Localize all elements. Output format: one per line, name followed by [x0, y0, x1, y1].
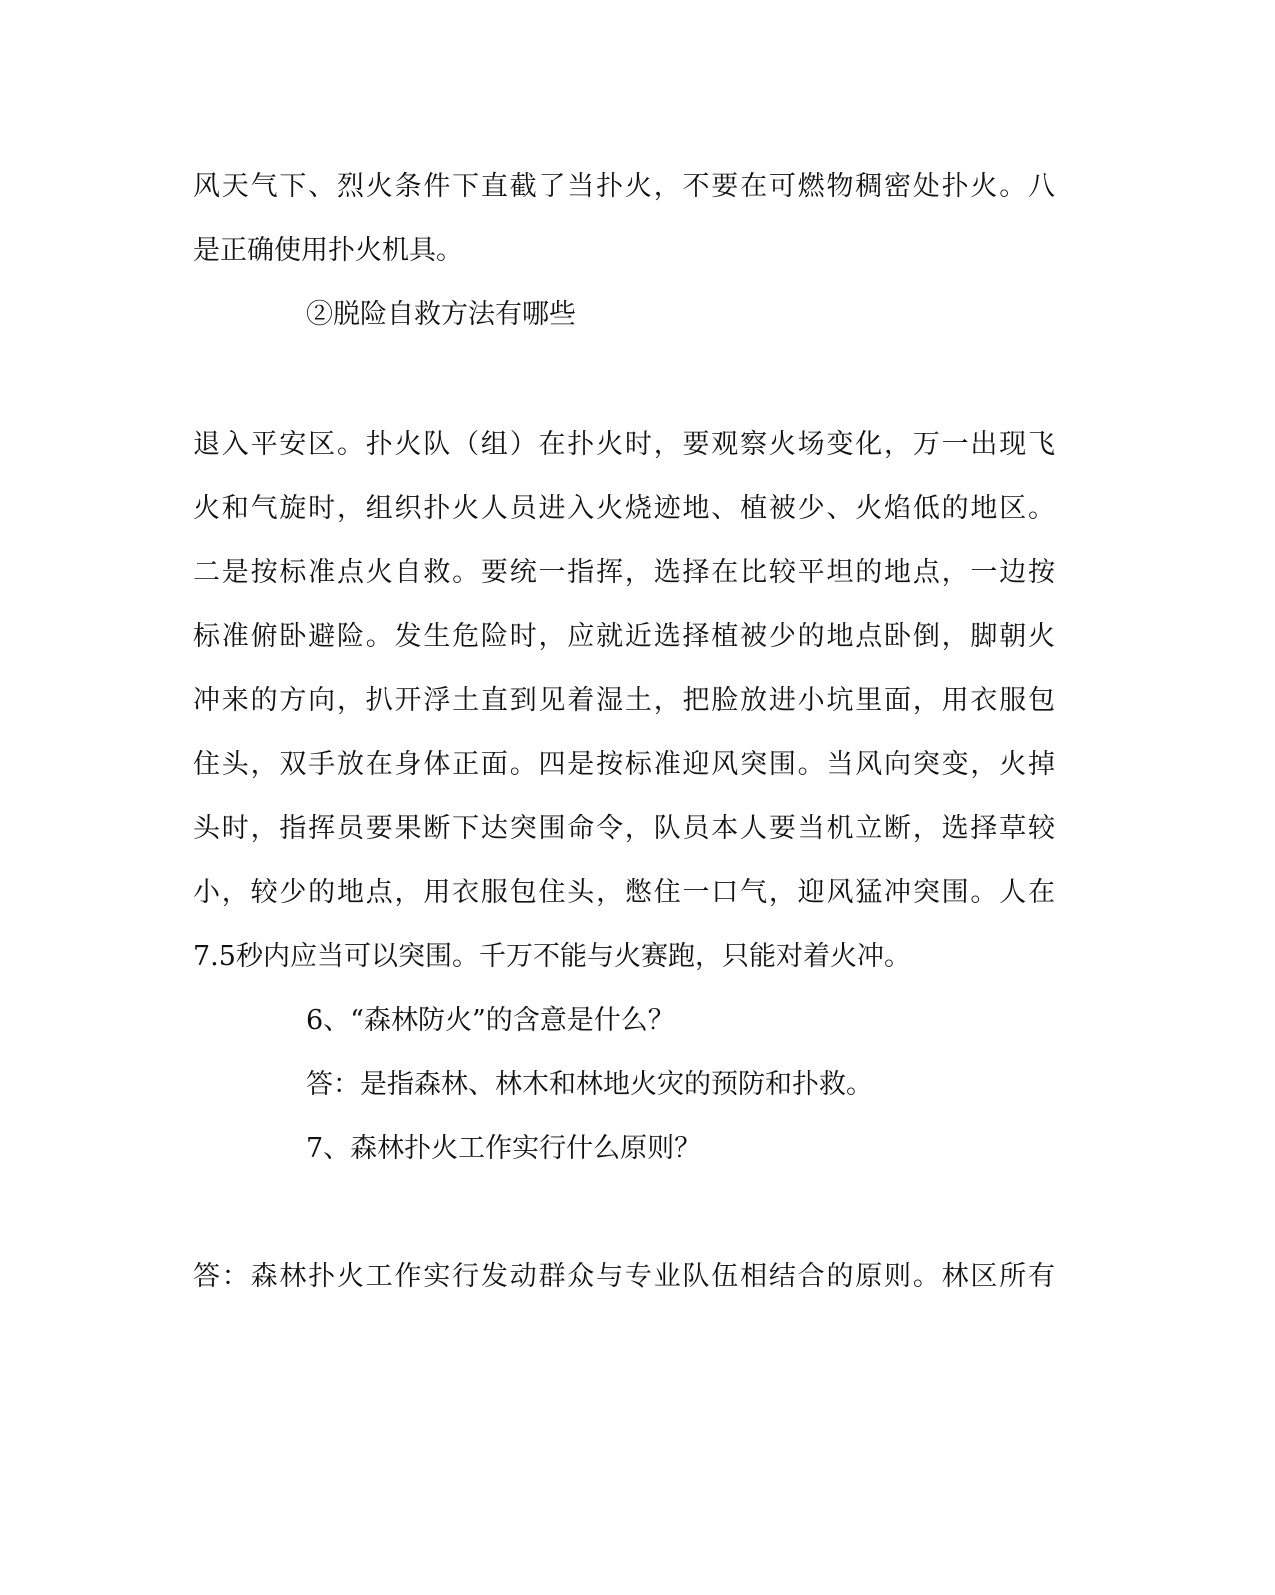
answer-6: 答：是指森林、林木和林地火灾的预防和扑救。 — [306, 1069, 873, 1100]
answer-7-line-1: 答：森林扑火工作实行发动群众与专业队伍相结合的原则。林区所有 — [193, 1261, 1055, 1292]
paragraph-2-line-4: 标准俯卧避险。发生危险时，应就近选择植被少的地点卧倒，脚朝火 — [193, 621, 1055, 652]
paragraph-2-line-5: 冲来的方向，扒开浮土直到见着湿土，把脸放进小坑里面，用衣服包 — [193, 685, 1055, 716]
paragraph-1-line-2: 是正确使用扑火机具。 — [193, 235, 463, 266]
paragraph-2-line-6: 住头，双手放在身体正面。四是按标准迎风突围。当风向突变，火掉 — [193, 749, 1055, 780]
paragraph-2-line-2: 火和气旋时，组织扑火人员进入火烧迹地、植被少、火焰低的地区。 — [193, 493, 1055, 524]
paragraph-2-line-1: 退入平安区。扑火队（组）在扑火时，要观察火场变化，万一出现飞 — [193, 429, 1055, 460]
question-7: 7、森林扑火工作实行什么原则？ — [306, 1133, 702, 1164]
paragraph-2-line-8: 小，较少的地点，用衣服包住头，憋住一口气，迎风猛冲突围。人在 — [193, 877, 1055, 908]
question-6: 6、“森林防火”的含意是什么？ — [306, 1005, 675, 1036]
paragraph-2-line-9: 7.5秒内应当可以突围。千万不能与火赛跑，只能对着火冲。 — [193, 941, 911, 972]
paragraph-2-line-3: 二是按标准点火自救。要统一指挥，选择在比较平坦的地点，一边按 — [193, 557, 1055, 588]
heading-escape-methods: ②脱险自救方法有哪些 — [306, 299, 576, 330]
paragraph-2-line-7: 头时，指挥员要果断下达突围命令，队员本人要当机立断，选择草较 — [193, 813, 1055, 844]
paragraph-1-line-1: 风天气下、烈火条件下直截了当扑火，不要在可燃物稠密处扑火。八 — [193, 171, 1055, 202]
